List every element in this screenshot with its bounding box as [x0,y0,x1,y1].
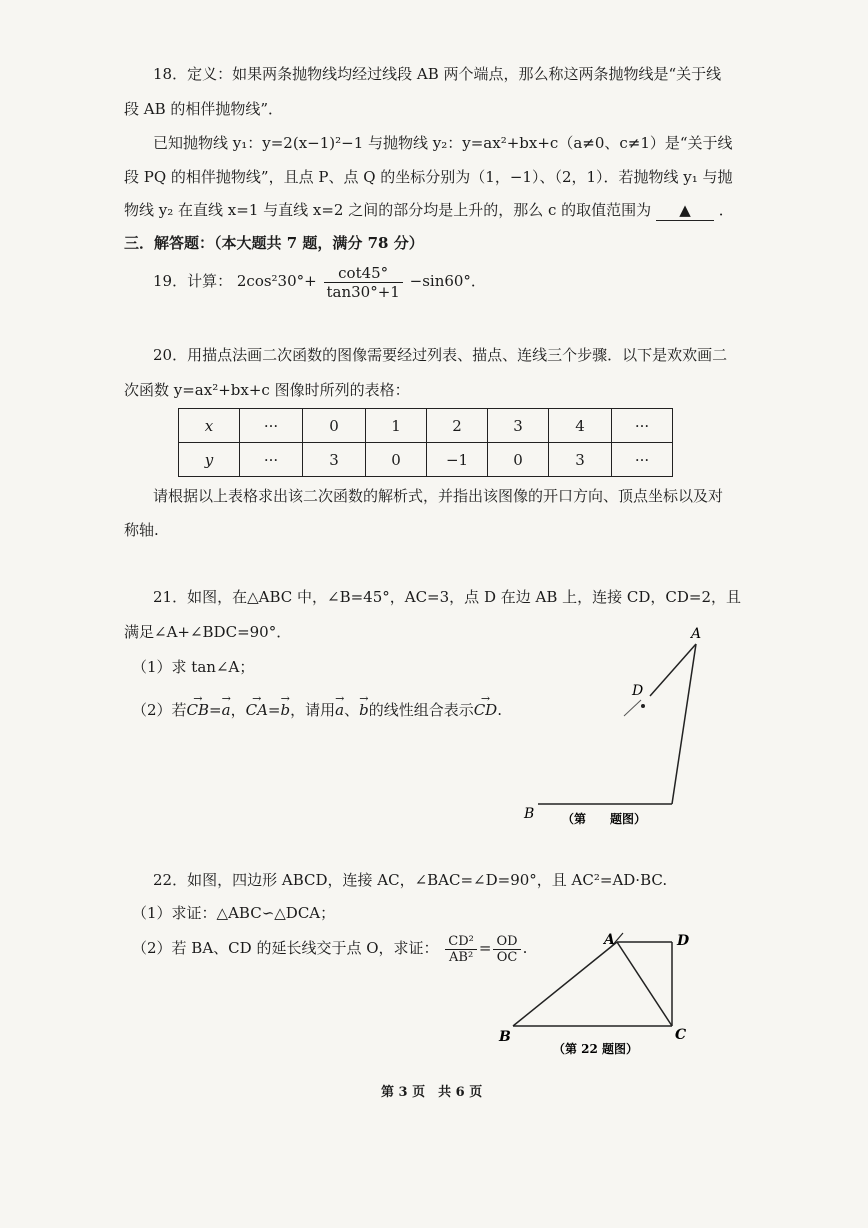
answer-blank: ▲ [656,200,714,221]
point-d [641,704,645,708]
table-row [179,409,673,443]
q19-term1: 2cos²30°+ [236,272,317,290]
table-cell: 3 [549,443,612,477]
vector-b: → b [280,700,290,720]
q19-tail: −sin60°． [409,272,486,290]
q21-part2-lead: （2）若 [132,701,187,719]
period: . [497,701,502,719]
table-cell: 0 [366,443,427,477]
fraction-numerator: CD² [445,934,477,950]
table-cell: 4 [549,409,612,443]
label-a: A [604,932,615,948]
q21-part1: （1）求 tan∠A； [132,658,255,676]
fraction-denominator: AB² [449,949,474,965]
label-c: C [675,1027,687,1043]
table-cell: 1 [366,409,427,443]
q20-line3: 请根据以上表格求出该二次函数的解析式，并指出该图像的开口方向、顶点坐标以及对 [153,487,724,505]
table-cell: ··· [240,409,303,443]
segment-db [624,700,641,716]
q19-prefix: 19．计算： [153,272,233,290]
q18-line2: 段 AB 的相伴抛物线”． [124,100,284,118]
q18-line3: 已知抛物线 y₁：y=2(x−1)²−1 与抛物线 y₂：y=ax²+bx+c（a≠0、c≠1）是“关于线 [153,134,733,152]
q19-numerator: cot45° [324,264,403,283]
figure-caption: （第 题图） [562,812,647,826]
vector-b: → b [359,700,369,720]
table-cell: ··· [612,409,673,443]
segment-ba [513,942,617,1026]
table-cell: x [179,409,240,443]
q22-line1: 22．如图，四边形 ABCD，连接 AC，∠BAC=∠D=90°，且 AC²=AD·BC. [153,871,668,889]
q21-part2-mid: ，请用 [290,701,336,719]
q18-line1: 18．定义：如果两条抛物线均经过线段 AB 两个端点，那么称这两条抛物线是“关于线 [153,65,722,83]
vector-ca: → CA [246,700,268,720]
separator: 、 [344,701,360,719]
q22-figure [495,925,710,1065]
table-cell: 0 [303,409,366,443]
label-d: D [677,933,690,949]
table-cell: ··· [240,443,303,477]
table-cell: 2 [427,409,488,443]
vector-a: → a [335,700,344,720]
q22-part1: （1）求证：△ABC∽△DCA； [132,904,336,922]
equals-sign: = [209,701,222,719]
q22-fraction-left [445,934,477,965]
q22-part2 [132,930,527,966]
fraction-denominator: OC [496,949,518,965]
q21-part2-tail: 的线性组合表示 [368,701,474,719]
q19-fraction [324,264,403,301]
label-b: B [524,806,535,822]
figure-caption: （第 22 题图） [553,1042,639,1056]
segment-ac [617,942,672,1026]
table-cell: 3 [488,409,549,443]
q21-line1: 21．如图，在△ABC 中，∠B=45°，AC=3，点 D 在边 AB 上，连接 CD，CD=2，且 [153,588,742,606]
table-cell: ··· [612,443,673,477]
q21-part2 [132,700,502,720]
table-cell: y [179,443,240,477]
label-d: D [632,683,644,699]
label-b: B [499,1029,511,1045]
q20-line2: 次函数 y=ax²+bx+c 图像时所列的表格： [124,381,410,399]
q20-line4: 称轴. [124,521,159,539]
table-cell: 3 [303,443,366,477]
table-cell: 0 [488,443,549,477]
period: . [522,939,528,957]
q19-denominator: tan30°+1 [326,282,400,301]
q22-part2-text: （2）若 BA、CD 的延长线交于点 O，求证： [132,939,439,957]
page-footer: 第 3 页 共 6 页 [381,1085,483,1100]
q20-line1: 20．用描点法画二次函数的图像需要经过列表、描点、连线三个步骤．以下是欢欢画二 [153,346,728,364]
q21-line2: 满足∠A+∠BDC=90°． [124,623,292,641]
q18-line4: 段 PQ 的相伴抛物线”，且点 P、点 Q 的坐标分别为（1，−1）、（2，1）．若抛物线 y₁ 与抛 [124,168,733,186]
table-cell: −1 [427,443,488,477]
vector-cd: → CD [474,700,498,720]
q19 [153,262,486,301]
q21-figure [500,620,740,835]
q18-line5-end: ． [718,201,734,219]
q18-line5-text: 物线 y₂ 在直线 x=1 与直线 x=2 之间的部分均是上升的，那么 c 的取值范围为 [124,201,652,219]
label-a: A [691,626,702,642]
vector-cb: → CB [187,700,210,720]
vector-a: → a [222,700,231,720]
q18-line5 [124,200,734,221]
fraction-numerator: OD [493,934,520,950]
equals-sign: = [267,701,281,719]
table-row [179,443,673,477]
section-heading: 三．解答题：（本大题共 7 题，满分 78 分） [124,234,424,252]
value-table [178,408,673,477]
comma: ， [230,701,246,719]
equals-sign: = [478,939,492,957]
